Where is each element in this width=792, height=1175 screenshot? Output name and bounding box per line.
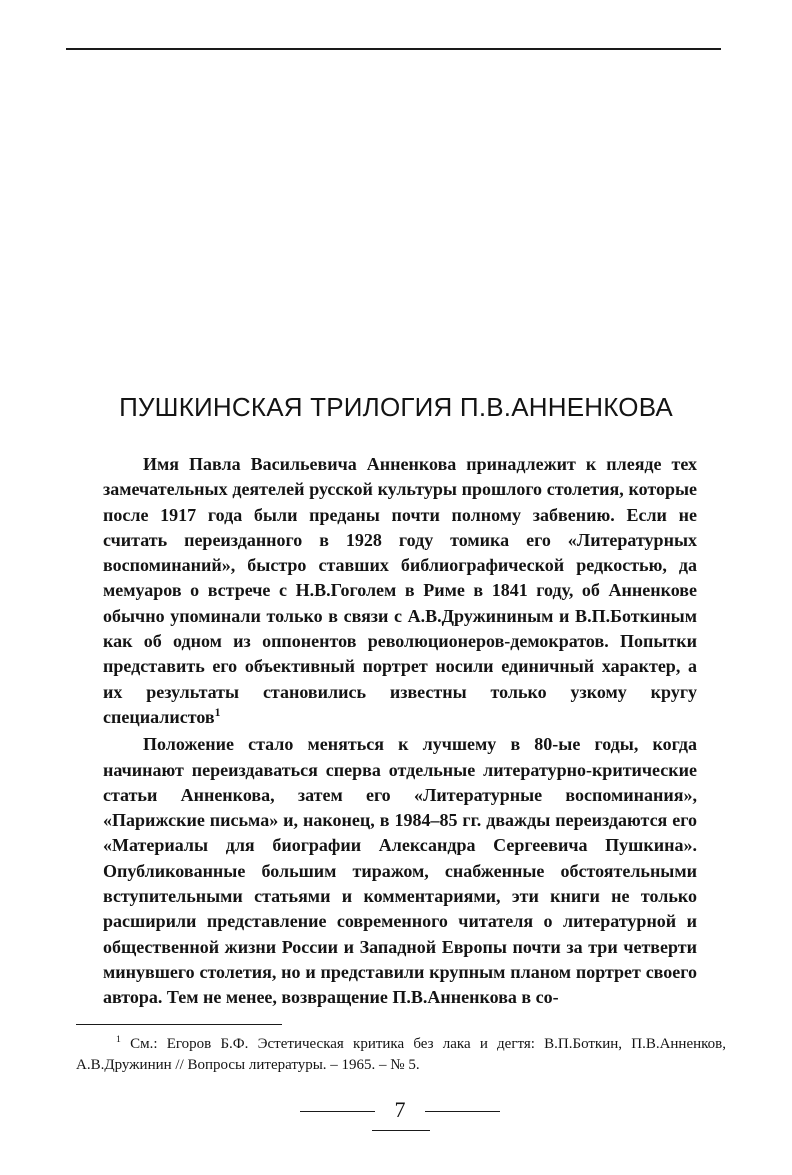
header-rule: [66, 48, 721, 50]
page-number-underline: [372, 1130, 430, 1131]
page-number-rule-right: [425, 1111, 500, 1112]
footnote: [76, 1034, 726, 1076]
paragraph: [103, 452, 697, 730]
page-number-block: [300, 1097, 500, 1130]
footnote-rule: [76, 1024, 282, 1025]
paragraph-text: Положение стало меняться к лучшему в 80-ые годы, когда начинают переиздаваться сперва отдельные литературно-критические статьи Анненкова, затем его «Литературные воспоминания», «Парижские письма» и, наконец, в 1984–85 гг. дважды переиздаются его «Материалы для биографии Александра Сергеевича Пушкина». Опубликованные большим тиражом, снабженные обстоятельными вступительными статьями и комментариями, эти книги не только расширили представление современного читателя о литературной и общественной жизни России и Западной Европы почти за три четверти минувшего столетия, но и представили крупным планом портрет своего автора. Тем не менее, возвращение П.В.Анненкова в со-: [103, 734, 697, 1008]
footnote-ref: 1: [214, 705, 221, 719]
footnote-text: См.: Егоров Б.Ф. Эстетическая критика без лака и дегтя: В.П.Боткин, П.В.Анненков, А.В.Дружинин // Вопросы литературы. – 1965. – № 5.: [76, 1036, 727, 1073]
paragraph-text: Имя Павла Васильевича Анненкова принадлежит к плеяде тех замечательных деятелей русской культуры прошлого столетия, которые после 1917 года были преданы почти полному забвению. Если не считать переизданного в 1928 году томика его «Литературных воспоминаний», быстро ставших библиографической редкостью, да мемуаров о встрече с Н.В.Гоголем в Риме в 1841 году, об Анненкове обычно упоминали только в связи с А.В.Дружининым и В.П.Боткиным как об одном из оппонентов революционеров-демократов. Попытки представить его объективный портрет носили единичный характер, а их результаты становились известны только узкому кругу специалистов: [103, 454, 697, 727]
paragraph: [103, 732, 697, 1010]
page-number: 7: [394, 1097, 406, 1122]
body-text: [103, 452, 697, 1011]
footnote-mark: 1: [116, 1034, 121, 1045]
chapter-title: ПУШКИНСКАЯ ТРИЛОГИЯ П.В.АННЕНКОВА: [119, 392, 673, 422]
